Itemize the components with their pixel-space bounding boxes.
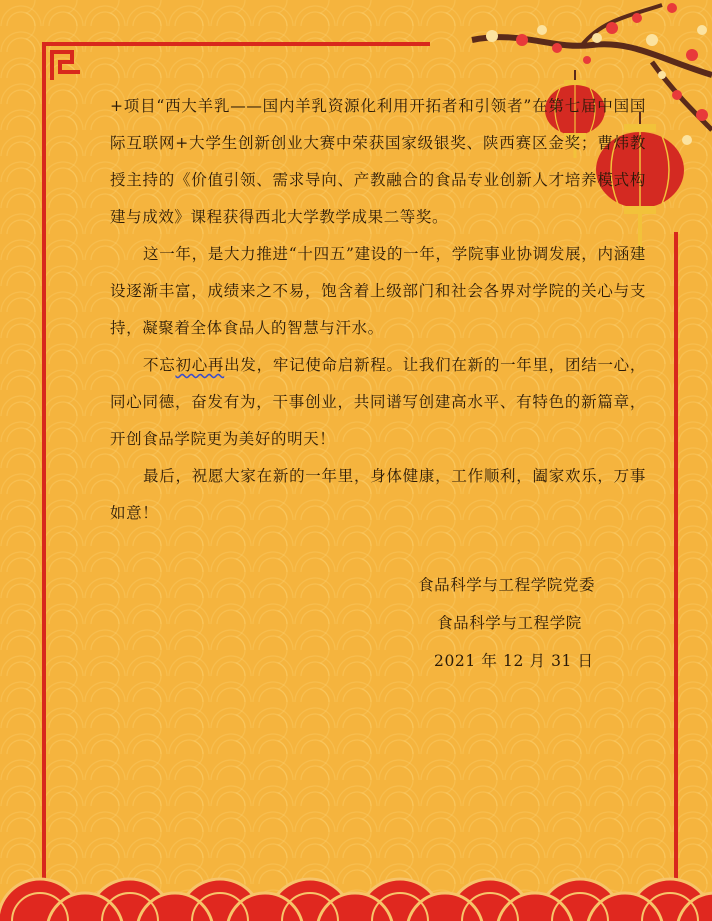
chinese-knot-corner-icon — [42, 42, 82, 82]
frame-top-border — [74, 42, 430, 46]
paragraph-wishes: 最后，祝愿大家在新的一年里，身体健康，工作顺利，阖家欢乐，万事如意！ — [110, 467, 646, 522]
frame-right-border — [674, 232, 678, 887]
signature-date: 2021 年 12 月 31 日 — [434, 652, 594, 670]
paragraph-achievements: +项目“西大羊乳——国内羊乳资源化利用开拓者和引领者”在第七届中国国际互联网+大学生创新创业大赛中荣获国家级银奖、陕西赛区金奖；曹炜教授主持的《价值引领、需求导向、产教融合的食品专业创新人才培养模式构建与成效》课程获得西北大学教学成果二等奖。 — [110, 97, 646, 226]
paragraph-new-journey-start: 不忘 — [143, 356, 176, 374]
frame-left-border — [42, 74, 46, 884]
paragraph-year-summary: 这一年，是大力推进“十四五”建设的一年，学院事业协调发展，内涵建设逐渐丰富，成绩来之不易，饱含着上级部门和社会各界对学院的关心与支持，凝聚着全体食品人的智慧与汗水。 — [110, 245, 646, 337]
signature-college: 食品科学与工程学院 — [437, 614, 582, 632]
paragraph-new-journey-rest: 出发，牢记使命启新程。让我们在新的一年里，团结一心，同心同德，奋发有为，干事创业，共同谱写创建高水平、有特色的新篇章，开创食品学院更为美好的明天！ — [110, 356, 647, 448]
paragraph-new-journey — [110, 347, 646, 458]
signature-block — [400, 566, 640, 680]
signature-party-committee: 食品科学与工程学院党委 — [418, 576, 596, 594]
spellcheck-marked-text: 初心再 — [175, 356, 225, 374]
letter-body — [110, 88, 646, 532]
auspicious-wave-pattern-icon — [0, 846, 712, 921]
